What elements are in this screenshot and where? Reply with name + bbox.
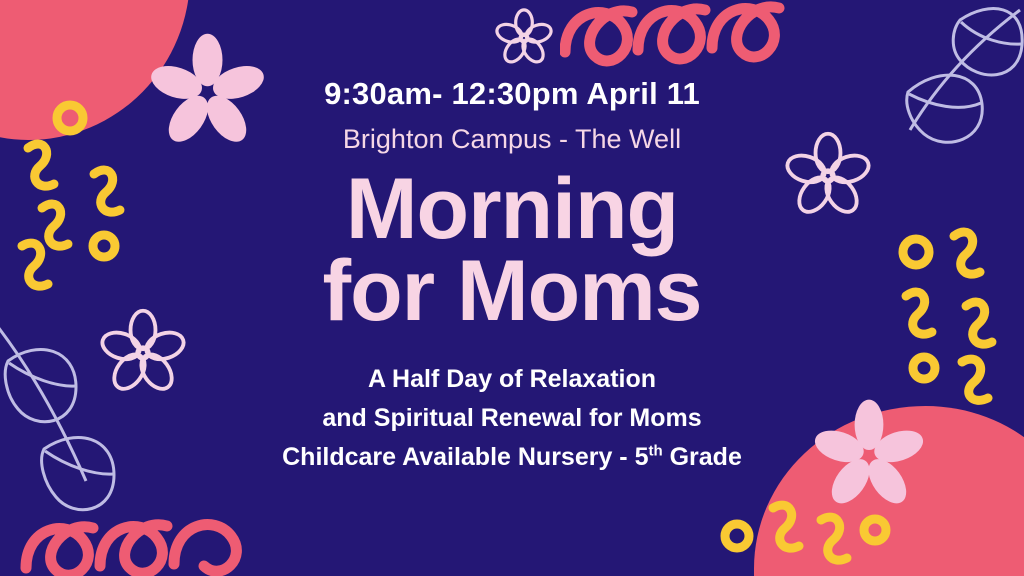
event-description bbox=[0, 360, 1024, 476]
squiggle-yellow-bottom bbox=[715, 496, 895, 576]
childcare-text-post: Grade bbox=[662, 442, 742, 471]
event-title bbox=[0, 161, 1024, 339]
grade-ordinal-suffix: th bbox=[648, 442, 663, 460]
pink-scallop-bottom bbox=[18, 504, 248, 576]
event-location: Brighton Campus - The Well bbox=[342, 124, 682, 154]
flower-outline-top-center bbox=[492, 6, 556, 70]
event-title-line2: for Moms bbox=[322, 242, 702, 339]
event-title-line1: Morning bbox=[345, 161, 679, 257]
childcare-text-pre: Childcare Available Nursery - 5 bbox=[282, 442, 649, 471]
pink-scallop-top bbox=[560, 0, 810, 74]
event-description-line3 bbox=[0, 438, 1024, 477]
poster-text-block bbox=[0, 76, 1024, 477]
event-description-line2: and Spiritual Renewal for Moms bbox=[322, 404, 702, 433]
event-time: 9:30am- 12:30pm April 11 bbox=[324, 76, 700, 111]
event-description-line1: A Half Day of Relaxation bbox=[367, 365, 657, 394]
